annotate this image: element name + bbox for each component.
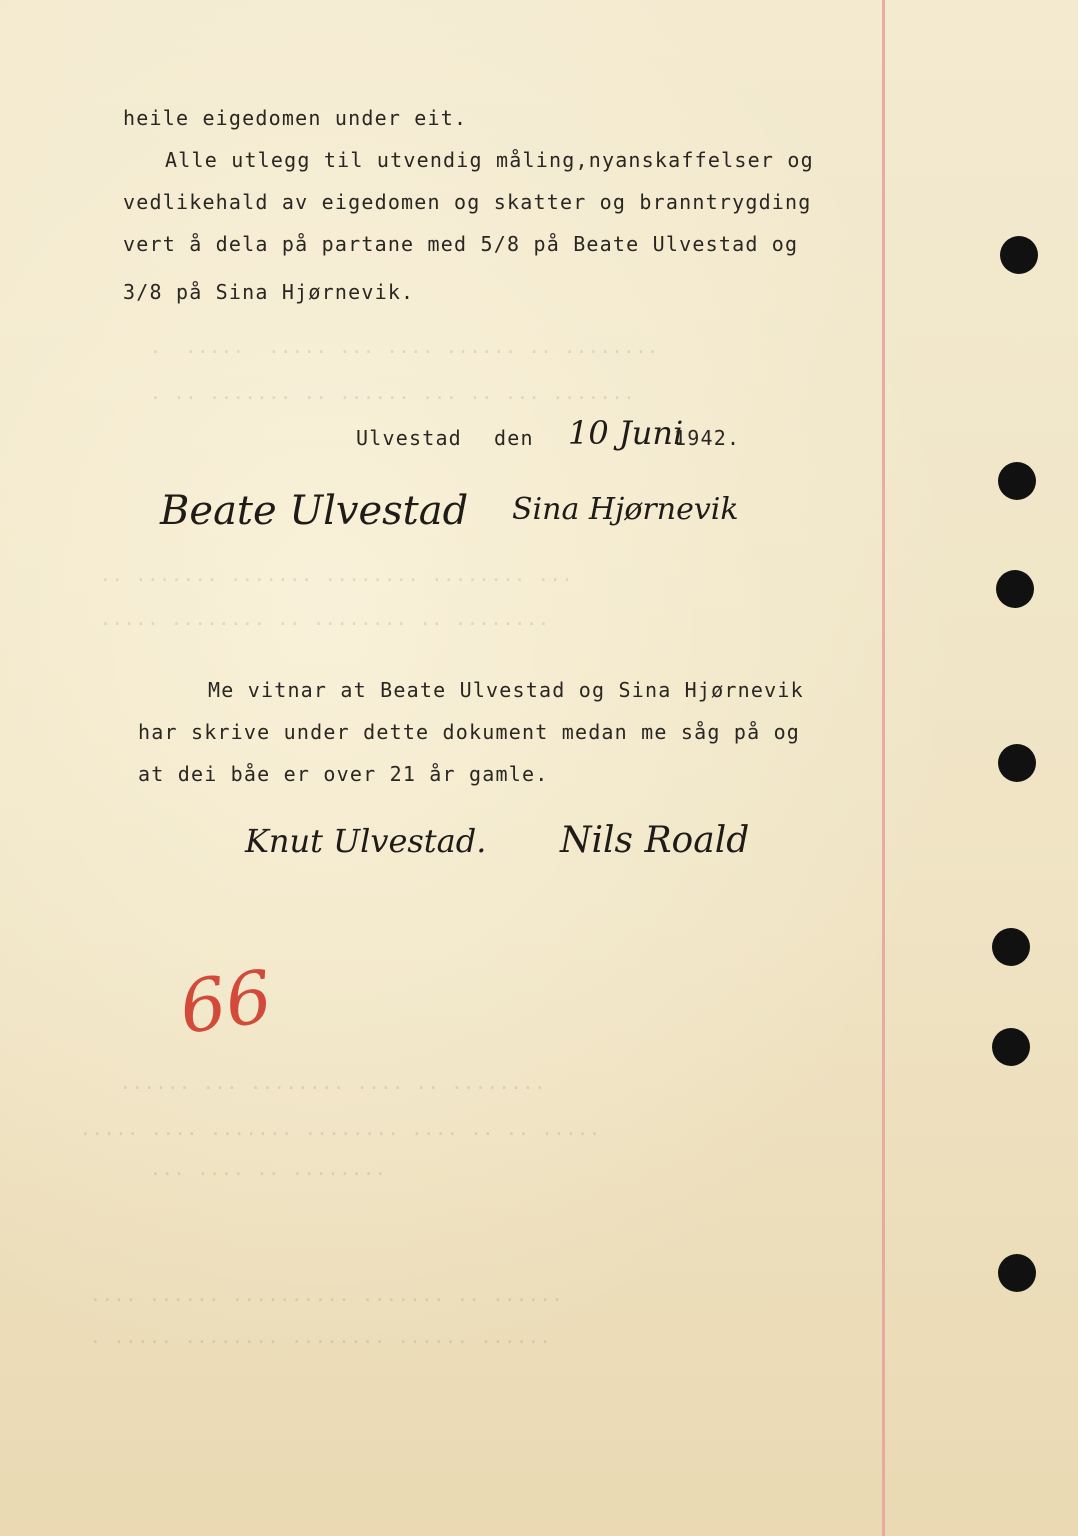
punch-hole [1000,236,1038,274]
bleed-through: · ·· ······· ·· ······ ··· ·· ··· ······· [150,388,636,409]
bleed-through: ····· ········ ·· ········ ·· ········ [100,614,550,635]
punch-hole [998,462,1036,500]
body-line: vert å dela på partane med 5/8 på Beate Ulvestad og [123,232,799,256]
bleed-through: ·· ······· ······· ········ ········ ··· [100,570,574,591]
body-line: 3/8 på Sina Hjørnevik. [123,280,415,304]
punch-hole [992,928,1030,966]
bleed-through: ····· ···· ······· ········ ···· ·· ·· ····· [80,1124,601,1145]
body-line: Alle utlegg til utvendig måling,nyanskaffelser og [165,148,814,172]
signature-sina-hjornevik: Sina Hjørnevik [512,492,739,527]
witness-line: at dei båe er over 21 år gamle. [138,762,549,786]
red-annotation: 66 [174,954,278,1050]
punch-hole [998,744,1036,782]
punch-hole [992,1028,1030,1066]
red-margin-line [882,0,885,1536]
bleed-through: ···· ······ ·········· ······· ·· ······ [90,1290,564,1311]
signature-beate-ulvestad: Beate Ulvestad [160,488,469,534]
bleed-through: ··· ···· ·· ········ [150,1164,387,1185]
bleed-through: ······ ··· ········ ···· ·· ········ [120,1078,547,1099]
witness-line: Me vitnar at Beate Ulvestad og Sina Hjørnevik [208,678,804,702]
body-line: heile eigedomen under eit. [123,106,468,130]
body-line: vedlikehald av eigedomen og skatter og branntrygding [123,190,812,214]
year: 1942. [674,426,741,450]
signature-nils-roald: Nils Roald [560,820,750,861]
bleed-through: · ····· ········ ········ ······ ······ [90,1332,552,1353]
place: Ulvestad [356,426,462,450]
witness-line: har skrive under dette dokument medan me såg på og [138,720,801,744]
bleed-through: · ····· ····· ··· ···· ······ ·· ········ [150,342,659,363]
punch-hole [996,570,1034,608]
den-word: den [494,426,534,450]
punch-hole [998,1254,1036,1292]
handwritten-date: 10 Juni [568,414,684,452]
signature-knut-ulvestad: Knut Ulvestad. [245,822,487,860]
